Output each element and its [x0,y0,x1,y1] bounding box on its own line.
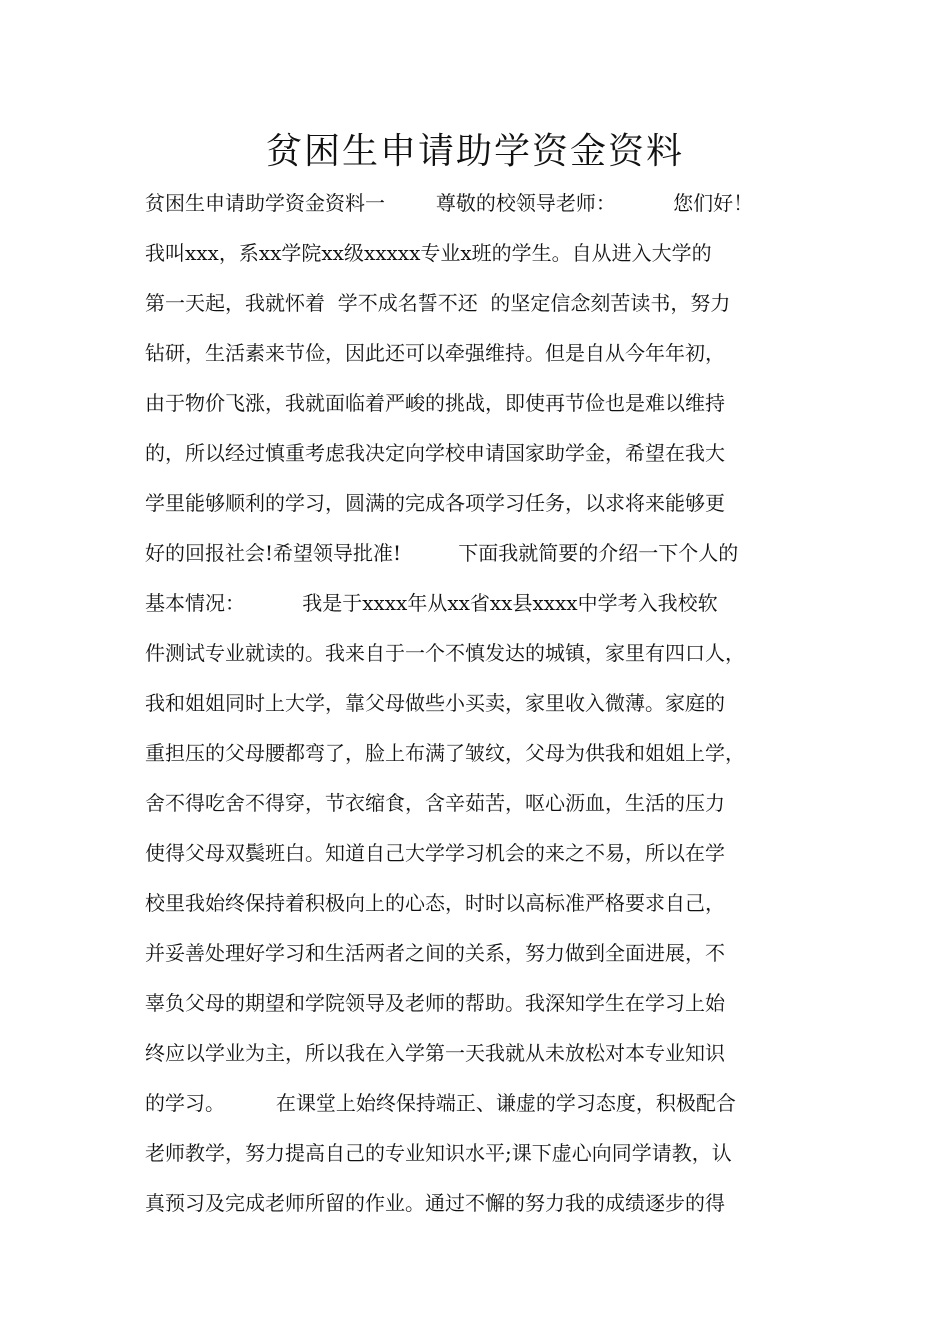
body-line: 的学习。 在课堂上始终保持端正、谦虚的学习态度，积极配合 [145,1091,736,1115]
body-line: 学里能够顺利的学习，圆满的完成各项学习任务，以求将来能够更 [145,491,725,515]
body-line: 由于物价飞涨，我就面临着严峻的挑战，即使再节俭也是难以维持 [145,391,725,415]
body-line: 贫困生申请助学资金资料一 尊敬的校领导老师： 您们好！ [145,191,754,215]
body-line: 第一天起，我就怀着 学不成名誓不还 的坚定信念刻苦读书，努力 [145,291,731,315]
document-title: 贫困生申请助学资金资料 [265,131,684,172]
body-line: 的，所以经过慎重考虑我决定向学校申请国家助学金，希望在我大 [145,441,725,465]
body-line: 重担压的父母腰都弯了，脸上布满了皱纹，父母为供我和姐姐上学， [145,741,745,765]
body-line: 基本情况： 我是于xxxx年从xx省xx县xxxx中学考入我校软 [145,591,718,615]
body-line: 好的回报社会!希望领导批准! 下面我就简要的介绍一下个人的 [145,541,739,565]
body-line: 舍不得吃舍不得穿，节衣缩食，含辛茹苦，呕心沥血，生活的压力 [145,791,725,815]
body-line: 我和姐姐同时上大学，靠父母做些小买卖，家里收入微薄。家庭的 [145,691,725,715]
body-line: 我叫xxx，系xx学院xx级xxxxx专业x班的学生。自从进入大学的 [145,241,712,265]
body-line: 件测试专业就读的。我来自于一个不慎发达的城镇，家里有四口人， [145,641,745,665]
body-line: 老师教学，努力提高自己的专业知识水平;课下虚心向同学请教，认 [145,1141,732,1165]
body-line: 校里我始终保持着积极向上的心态，时时以高标准严格要求自己， [145,891,725,915]
body-line: 辜负父母的期望和学院领导及老师的帮助。我深知学生在学习上始 [145,991,725,1015]
body-line: 使得父母双鬓班白。知道自己大学学习机会的来之不易，所以在学 [145,841,725,865]
document-body [145,178,835,1228]
body-line: 真预习及完成老师所留的作业。通过不懈的努力我的成绩逐步的得 [145,1191,725,1215]
body-line: 终应以学业为主，所以我在入学第一天我就从未放松对本专业知识 [145,1041,725,1065]
body-line: 并妥善处理好学习和生活两者之间的关系，努力做到全面进展，不 [145,941,725,965]
body-line: 钻研，生活素来节俭，因此还可以牵强维持。但是自从今年年初， [145,341,725,365]
